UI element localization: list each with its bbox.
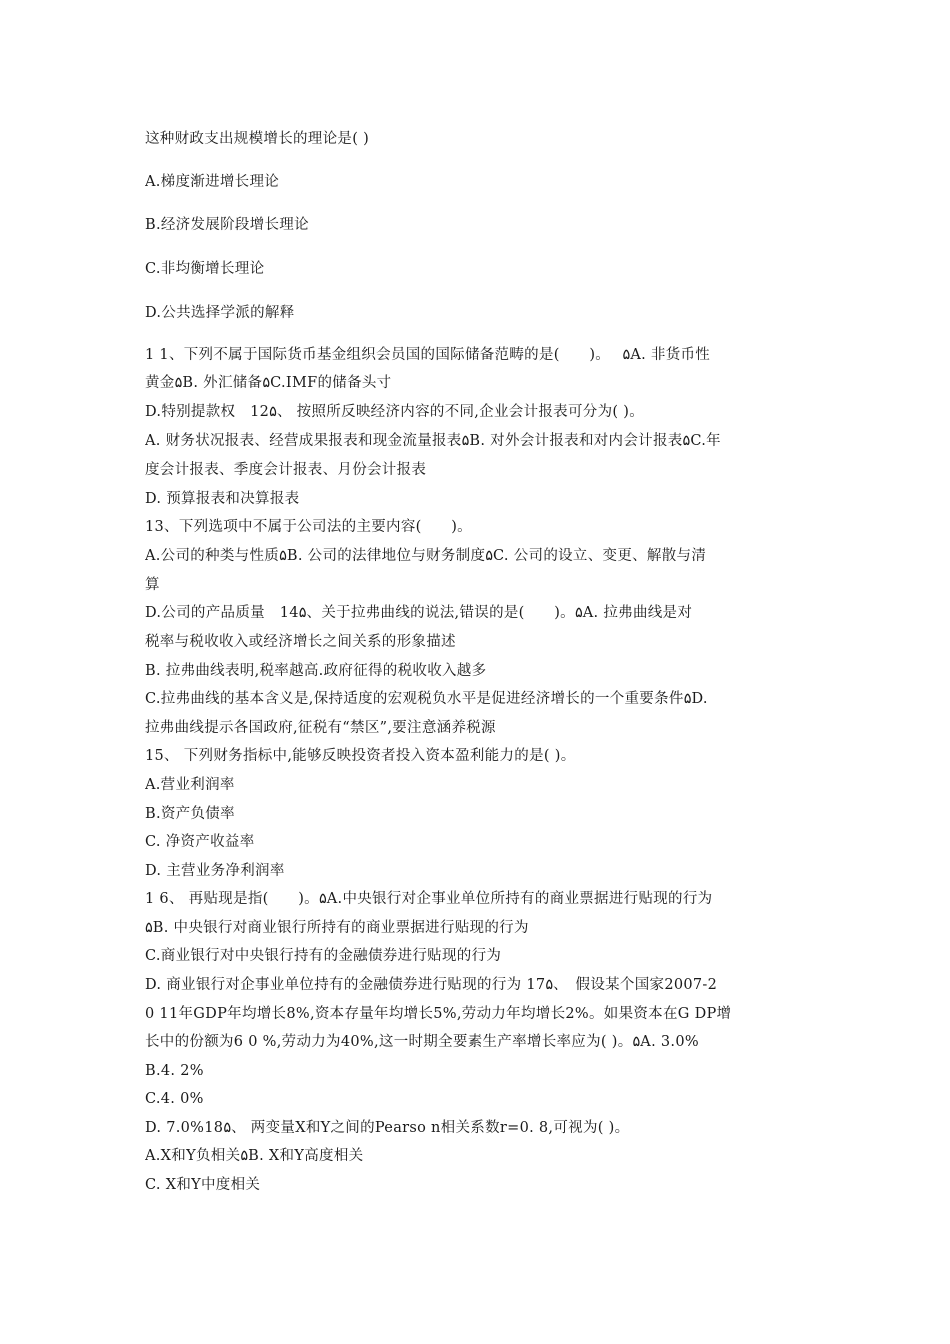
text-line: C.非均衡增长理论: [145, 261, 265, 277]
text-line: A.营业利润率: [145, 777, 235, 793]
text-line: 1 1、下列不属于国际货币基金组织会员国的国际储备范畴的是( )。 ۵A. 非货币性: [145, 347, 711, 363]
text-line: 黄金۵B. 外汇储备۵C.IMF的储备头寸: [145, 375, 392, 391]
text-line: 15、 下列财务指标中,能够反映投资者投入资本盈利能力的是( )。: [145, 748, 576, 764]
text-line: D. 7.0%18۵、 两变量X和Y之间的Pearso n相关系数r=0. 8,可视为( )。: [145, 1120, 630, 1136]
text-line: 13、下列选项中不属于公司法的主要内容( )。: [145, 519, 472, 535]
text-line: D. 主营业务净利润率: [145, 863, 285, 879]
text-line: D. 预算报表和决算报表: [145, 491, 300, 507]
text-line: C.商业银行对中央银行持有的金融债券进行贴现的行为: [145, 948, 502, 964]
text-line: B. 拉弗曲线表明,税率越高.政府征得的税收收入越多: [145, 663, 487, 679]
text-line: 拉弗曲线提示各国政府,征税有“禁区”,要注意涵养税源: [145, 720, 496, 736]
text-line: 算: [145, 577, 160, 593]
text-line: C. X和Y中度相关: [145, 1177, 261, 1193]
text-line: 长中的份额为6 0 %,劳动力为40%,这一时期全要素生产率增长率应为( )。۵A. 3.0%: [145, 1034, 699, 1050]
text-line: 度会计报表、季度会计报表、月份会计报表: [145, 462, 427, 478]
text-line: C. 净资产收益率: [145, 834, 255, 850]
text-line: C.4. 0%: [145, 1091, 204, 1107]
text-line: 1 6、 再贴现是指( )。۵A.中央银行对企事业单位所持有的商业票据进行贴现的行为: [145, 891, 713, 907]
text-line: A.梯度渐进增长理论: [145, 174, 280, 190]
text-line: A.公司的种类与性质۵B. 公司的法律地位与财务制度۵C. 公司的设立、变更、解散与清: [145, 548, 707, 564]
text-line: D.公共选择学派的解释: [145, 305, 295, 321]
text-line: D. 商业银行对企事业单位持有的金融债券进行贴现的行为 17۵、 假设某个国家2007-2: [145, 977, 718, 993]
text-line: A.X和Y负相关۵B. X和Y高度相关: [145, 1148, 364, 1164]
text-line: D.公司的产品质量 14۵、关于拉弗曲线的说法,错误的是( )。۵A. 拉弗曲线是对: [145, 605, 693, 621]
text-line: B.经济发展阶段增长理论: [145, 217, 309, 233]
text-line: A. 财务状况报表、经营成果报表和现金流量报表۵B. 对外会计报表和对内会计报表۵C.年: [145, 433, 721, 449]
text-line: 0 11年GDP年均增长8%,资本存量年均增长5%,劳动力年均增长2%。如果资本在G DP增: [145, 1006, 732, 1022]
text-line: B.资产负债率: [145, 806, 235, 822]
text-line: C.拉弗曲线的基本含义是,保持适度的宏观税负水平是促进经济增长的一个重要条件۵D.: [145, 691, 708, 707]
text-line: ۵B. 中央银行对商业银行所持有的商业票据进行贴现的行为: [145, 920, 529, 936]
text-line: D.特别提款权 12۵、 按照所反映经济内容的不同,企业会计报表可分为( )。: [145, 404, 644, 420]
text-line: 这种财政支出规模增长的理论是( ): [145, 131, 370, 147]
text-line: B.4. 2%: [145, 1063, 204, 1079]
text-line: 税率与税收收入或经济增长之间关系的形象描述: [145, 634, 456, 650]
